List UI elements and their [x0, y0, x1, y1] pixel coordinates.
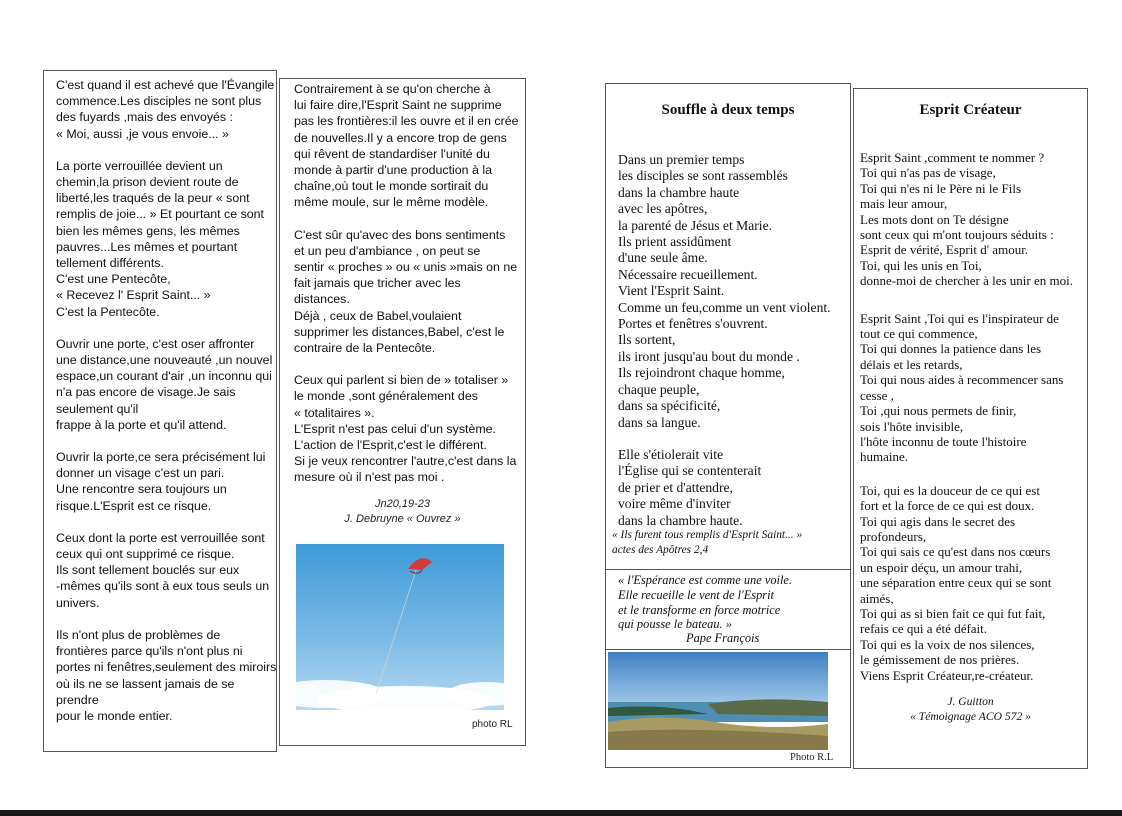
- col3-divider: [606, 569, 850, 570]
- col3-text: [618, 152, 852, 529]
- col4-title: Esprit Créateur: [919, 102, 1022, 118]
- column-3: [605, 83, 851, 768]
- col3-stanza-1: Dans un premier temps les disciples se sont rassemblés dans la chambre haute avec les apôtres, la parenté de Jésus et Marie. Ils prient assidûment d'une seule âme. Nécessaire recueillement. Vient l'Esprit Saint. Comme un feu,comme un vent violent. Portes et fenêtres s'ouvrent. Ils sortent, ils iront jusqu'au bout du monde . Ils rejoindront chaque homme, chaque peuple, dans sa spécificité, dans sa langue.: [618, 152, 831, 430]
- col1-paragraph-4: Ouvrir la porte,ce sera précisément lui donner un visage c'est un pari. Une rencontre sera toujours un risque.L'Esprit est ce risque.: [56, 450, 266, 513]
- col1-paragraph-1: C'est quand il est achevé que l'Évangile commence.Les disciples ne sont plus des fuyards ,mais des envoyés : « Moi, aussi ,je vous envoie... »: [56, 78, 275, 141]
- col1-paragraph-3: Ouvrir une porte, c'est oser affronter une distance,une nouveauté ,un nouvel espace,un courant d'air ,un inconnu qui n'a pas encore de visage.Je sais seulement qu'il frappe à la porte et qu'il attend.: [56, 336, 273, 432]
- col2-paragraph-1: Contrairement à se qu'on cherche à lui faire dire,l'Esprit Saint ne supprime pas les frontières:il les ouvre et il en crée de nouvelles.Il y a encore trop de gens qui rêvent de standardiser l'unité du monde à partir d'une production à la chaîne,où tout le monde sortirait du même moule, sur le même modèle.: [294, 82, 519, 210]
- col1-paragraph-5: Ceux dont la porte est verrouillée sont ceux qui ont supprimé ce risque. Ils sont tellement bouclés sur eux -mêmes qu'ils sont à eux tous seuls un univers.: [56, 530, 270, 610]
- kite-photo-image: [296, 544, 504, 710]
- col2-paragraph-3: Ceux qui parlent si bien de » totaliser » le monde ,sont généralement des « totalitaires ». L'Esprit n'est pas celui d'un système. L'action de l'Esprit,c'est le différent. Si je veux rencontrer l'autre,c'est dans la mesure où il n'est pas moi .: [294, 373, 517, 485]
- column-2-text: [294, 81, 524, 486]
- kite-photo: [296, 544, 504, 710]
- col3-reference: « Ils furent tous remplis d'Esprit Saint... » actes des Apôtres 2,4: [612, 529, 803, 556]
- column-1-text: [56, 77, 278, 724]
- col4-signature: J. Guitton « Témoignage ACO 572 »: [910, 695, 1031, 723]
- col2-photo-credit: photo RL: [472, 719, 513, 730]
- col2-reference: Jn20,19-23 J. Debruyne « Ouvrez »: [344, 498, 461, 525]
- col4-text: [860, 150, 1089, 683]
- col3-title: Souffle à deux temps: [661, 102, 795, 118]
- col3-photo-credit: Photo R.L: [790, 752, 834, 763]
- scan-edge: [0, 810, 1122, 816]
- col1-paragraph-6: Ils n'ont plus de problèmes de frontières parce qu'ils n'ont plus ni portes ni fenêtres,seulement des miroirs où ils ne se lassent jamais de se prendre pour le monde entier.: [56, 627, 277, 723]
- col3-quote-author: Pape François: [686, 631, 760, 645]
- col2-paragraph-2: C'est sûr qu'avec des bons sentiments et un peu d'ambiance , on peut se sentir « proches » ou « unis »mais on ne fait jamais que tricher avec les distances. Déjà , ceux de Babel,voulaient supprimer les distances,Babel, c'est le contraire de la Pentecôte.: [294, 227, 518, 356]
- col4-stanza-3: Toi, qui es la douceur de ce qui est fort et la force de ce qui est doux. Toi qui agis dans le secret des profondeurs, Toi qui sais ce qu'est dans nos cœurs un espoir déçu, un amour trahi, une séparation entre ceux qui se sont aimés, Toi qui as si bien fait ce qui fut fait, refais ce qui a été défait. Toi qui es la voix de nos silences, le gémissement de nos prières. Viens Esprit Créateur,re-créateur.: [860, 482, 1052, 683]
- col1-paragraph-2: La porte verrouillée devient un chemin,la prison devient route de liberté,les traqués de la peur « sont remplis de joie... » Et pourtant ce sont bien les mêmes gens, les mêmes pauvres...Les mêmes et pourtant tellement différents. C'est une Pentecôte, « Recevez l' Esprit Saint... » C'est la Pentecôte.: [56, 158, 264, 319]
- column-4: [853, 88, 1088, 769]
- coast-photo: [608, 652, 828, 750]
- col4-stanza-2: Esprit Saint ,Toi qui es l'inspirateur de tout ce qui commence, Toi qui donnes la patience dans les délais et les retards, Toi qui nous aides à recommencer sans cesse , Toi ,qui nous permets de finir, sois l'hôte invisible, l'hôte inconnu de toute l'histoire humaine.: [860, 310, 1064, 465]
- col3-stanza-2: Elle s'étiolerait vite l'Église qui se contenterait de prier et d'attendre, voire même d'inviter dans la chambre haute.: [618, 446, 762, 528]
- col4-stanza-1: Esprit Saint ,comment te nommer ? Toi qui n'as pas de visage, Toi qui n'es ni le Père ni le Fils mais leur amour, Les mots dont on Te désigne sont ceux qui m'ont toujours séduits : Esprit de vérité, Esprit d' amour. Toi, qui les unis en Toi, donne-moi de chercher à les unir en moi.: [860, 150, 1073, 289]
- coast-photo-image: [608, 652, 828, 750]
- column-1: [43, 70, 277, 752]
- col3-quote: « l'Espérance est comme une voile. Elle recueille le vent de l'Esprit et le transforme en force motrice qui pousse le bateau. »: [618, 573, 792, 632]
- col3-divider-2: [606, 649, 850, 650]
- column-2: [279, 78, 526, 746]
